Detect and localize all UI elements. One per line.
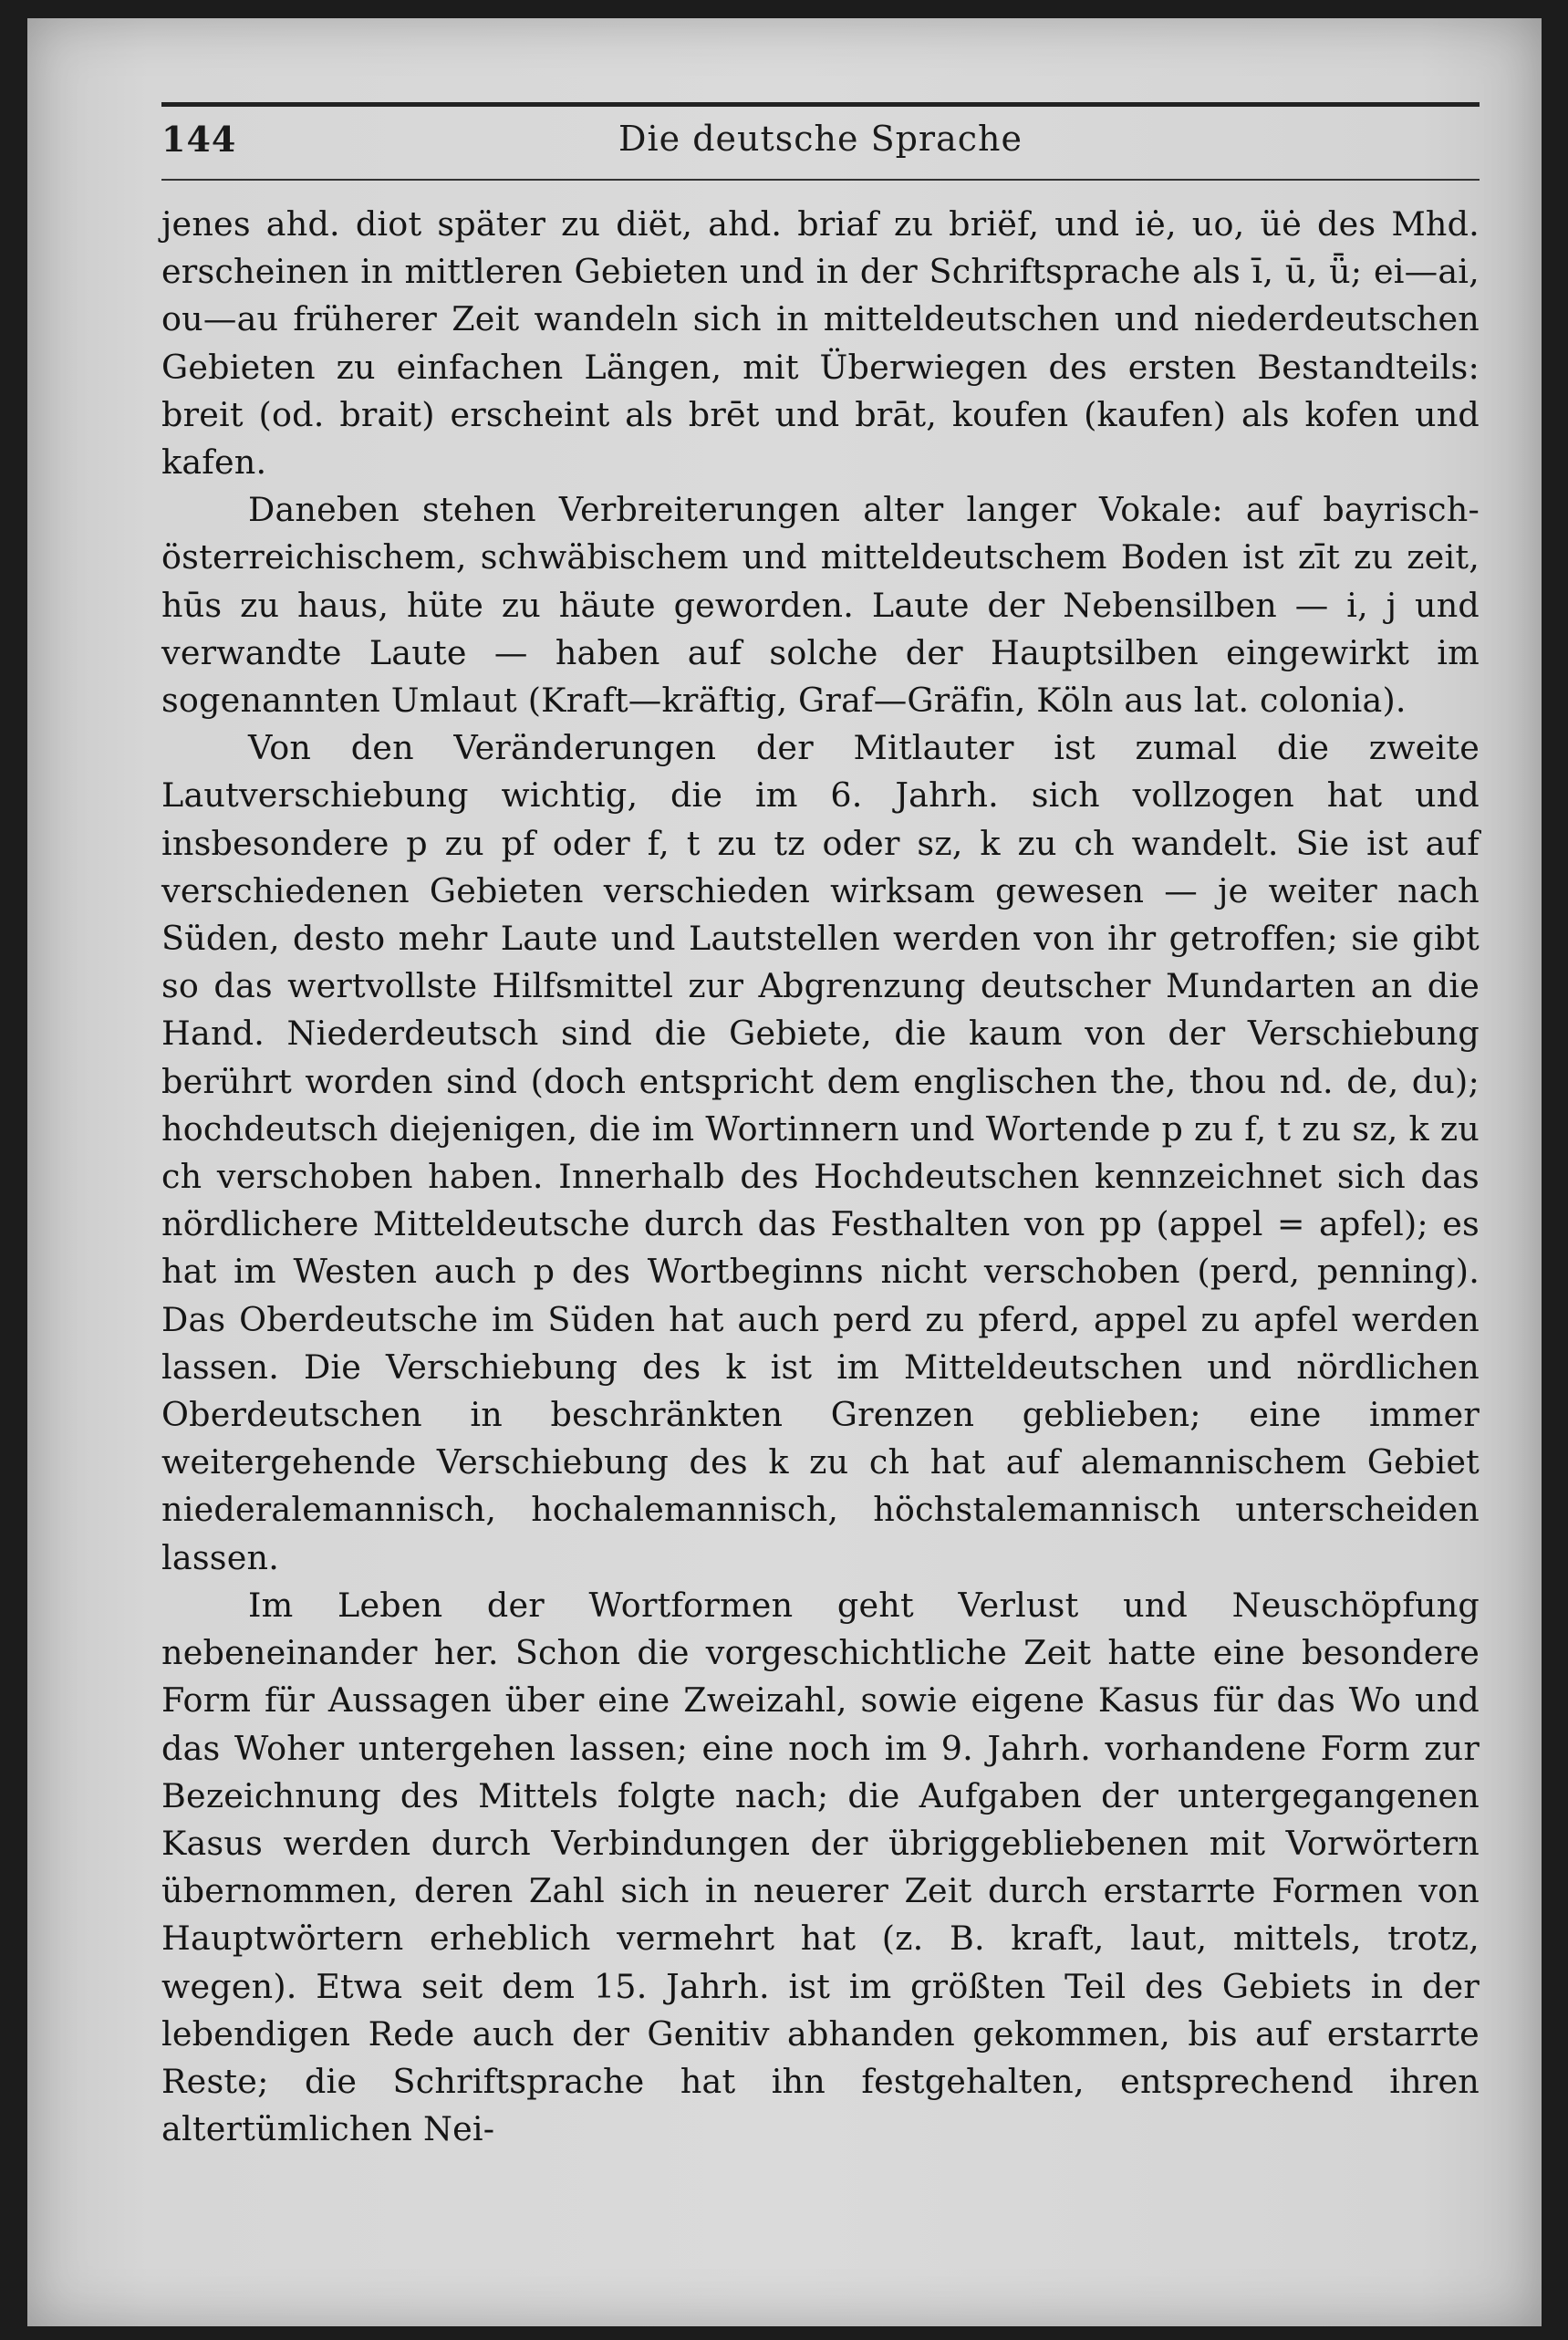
paragraph-vowel-broadening: Daneben stehen Verbreiterungen alter langer Vokale: auf bayrisch-österreichischem, schwäbischem und mitteldeutschem Boden ist zīt zu zeit, hūs zu haus, hüte zu häute geworden. Laute der Nebensilben — i, j und verwandte Laute — haben auf solche der Hauptsilben eingewirkt im sogenannten Umlaut (Kraft—kräftig, Graf—Gräfin, Köln aus lat. colonia). (161, 490, 1480, 721)
paragraph-word-forms: Im Leben der Wortformen geht Verlust und Neuschöpfung nebeneinander her. Schon die vorgeschichtliche Zeit hatte eine besondere Form für Aussagen über eine Zweizahl, sowie eigene Kasus für das Wo und das Woher untergehen lassen; eine noch im 9. Jahrh. vorhandene Form zur Bezeichnung des Mittels folgte nach; die Aufgaben der untergegangenen Kasus werden durch Verbindungen der übriggebliebenen mit Vorwörtern übernommen, deren Zahl sich in neuerer Zeit durch erstarrte Formen von Hauptwörtern erheblich vermehrt hat (z. B. kraft, laut, mittels, trotz, wegen). Etwa seit dem 15. Jahrh. ist im größten Teil des Gebiets in der lebendigen Rede auch der Genitiv abhanden gekommen, bis auf erstarrte Reste; die Schriftsprache hat ihn festgehalten, entsprechend ihren altertümlichen Nei- (161, 1585, 1480, 2149)
page-number: 144 (161, 119, 237, 160)
paragraph-continuation: jenes ahd. diot später zu diët, ahd. briaf zu briëf, und iė, uo, üė des Mhd. erscheinen in mittleren Gebieten und in der Schriftsprache als ī, ū, ǖ; ei—ai, ou—au früherer Zeit wandeln sich in mitteldeutschen und niederdeutschen Gebieten zu einfachen Längen, mit Überwiegen des ersten Bestandteils: breit (od. brait) erscheint als brēt und brāt, koufen (kaufen) als kofen und kafen. (161, 204, 1480, 483)
header-rule-top (161, 102, 1480, 107)
body-text (161, 201, 1480, 2153)
paragraph-consonant-shift: Von den Veränderungen der Mitlauter ist zumal die zweite Lautverschiebung wichtig, die im 6. Jahrh. sich vollzogen hat und insbesondere p zu pf oder f, t zu tz oder sz, k zu ch wandelt. Sie ist auf verschiedenen Gebieten verschieden wirksam gewesen — je weiter nach Süden, desto mehr Laute und Lautstellen werden von ihr getroffen; sie gibt so das wertvollste Hilfsmittel zur Abgrenzung deutscher Mundarten an die Hand. Niederdeutsch sind die Gebiete, die kaum von der Verschiebung berührt worden sind (doch entspricht dem englischen the, thou nd. de, du); hochdeutsch diejenigen, die im Wortinnern und Wortende p zu f, t zu sz, k zu ch verschoben haben. Innerhalb des Hochdeutschen kennzeichnet sich das nördlichere Mitteldeutsche durch das Festhalten von pp (appel = apfel); es hat im Westen auch p des Wortbeginns nicht verschoben (perd, penning). Das Oberdeutsche im Süden hat auch perd zu pferd, appel zu apfel werden lassen. Die Verschiebung des k ist im Mitteldeutschen und nördlichen Oberdeutschen in beschränkten Grenzen geblieben; eine immer weitergehende Verschiebung des k zu ch hat auf alemannischem Gebiet niederalemannisch, hochalemannisch, höchstalemannisch unterscheiden lassen. (161, 728, 1480, 1577)
running-title: Die deutsche Sprache (618, 119, 1023, 159)
book-page (27, 18, 1542, 2326)
running-header (161, 115, 1480, 170)
header-rule-bottom (161, 179, 1480, 181)
